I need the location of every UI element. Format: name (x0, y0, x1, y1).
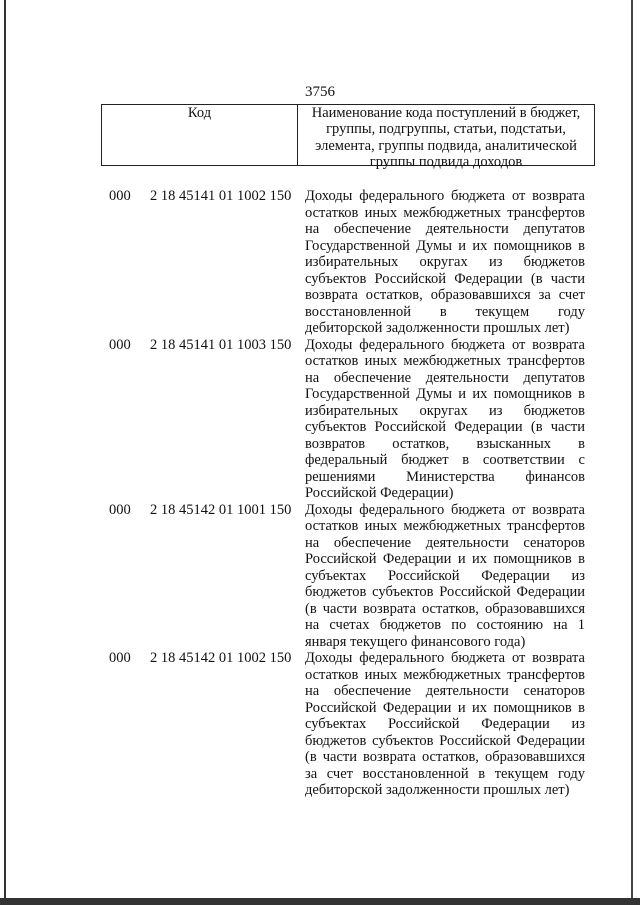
revenue-code: 2 18 45142 01 1001 150 (150, 501, 292, 518)
table-row (0, 337, 640, 502)
admin-code: 000 (109, 650, 131, 666)
revenue-code: 2 18 45142 01 1002 150 (150, 650, 292, 666)
revenue-code: 2 18 45141 01 1003 150 (150, 336, 292, 353)
admin-code: 000 (109, 501, 131, 518)
header-name-column: Наименование кода поступлений в бюджет, группы, подгруппы, статьи, подстатьи, элемента, группы подвида, аналитической группы подвида доходов (311, 105, 581, 170)
table-row (0, 502, 640, 651)
revenue-description: Доходы федерального бюджета от возврата остатков иных межбюджетных трансфертов на обеспечение деятельности сенаторов Российской Федерации и их помощников в субъектах Российской Федерации из бюджетов субъектов Российской Федерации (в части возврата остатков, образовавшихся за счет восстановленной в текущем году дебиторской задолженности прошлых лет) (305, 650, 585, 798)
scan-edge-bottom (0, 898, 640, 905)
page-number: 3756 (305, 84, 335, 100)
admin-code: 000 (109, 336, 131, 353)
table-header (101, 104, 595, 170)
admin-code: 000 (109, 188, 131, 204)
header-code-column: Код (102, 105, 298, 165)
table-row (0, 650, 640, 799)
table-body (0, 188, 640, 799)
revenue-description: Доходы федерального бюджета от возврата остатков иных межбюджетных трансфертов на обеспечение деятельности депутатов Государственной Думы и их помощников в избирательных округах из бюджетов субъектов Российской Федерации (в части возвратов остатков, взысканных в федеральный бюджет в соответствии с решениями Министерства финансов Российской Федерации) (305, 336, 585, 501)
revenue-description: Доходы федерального бюджета от возврата остатков иных межбюджетных трансфертов на обеспечение деятельности депутатов Государственной Думы и их помощников в избирательных округах из бюджетов субъектов Российской Федерации (в части возврата остатков, образовавшихся за счет восстановленной в текущем году дебиторской задолженности прошлых лет) (305, 188, 585, 336)
table-row (0, 188, 640, 337)
revenue-code: 2 18 45141 01 1002 150 (150, 188, 292, 204)
revenue-description: Доходы федерального бюджета от возврата остатков иных межбюджетных трансфертов на обеспечение деятельности сенаторов Российской Федерации и их помощников в субъектах Российской Федерации из бюджетов субъектов Российской Федерации (в части возврата остатков, образовавшихся на счетах бюджетов по состоянию на 1 января текущего финансового года) (305, 501, 585, 650)
